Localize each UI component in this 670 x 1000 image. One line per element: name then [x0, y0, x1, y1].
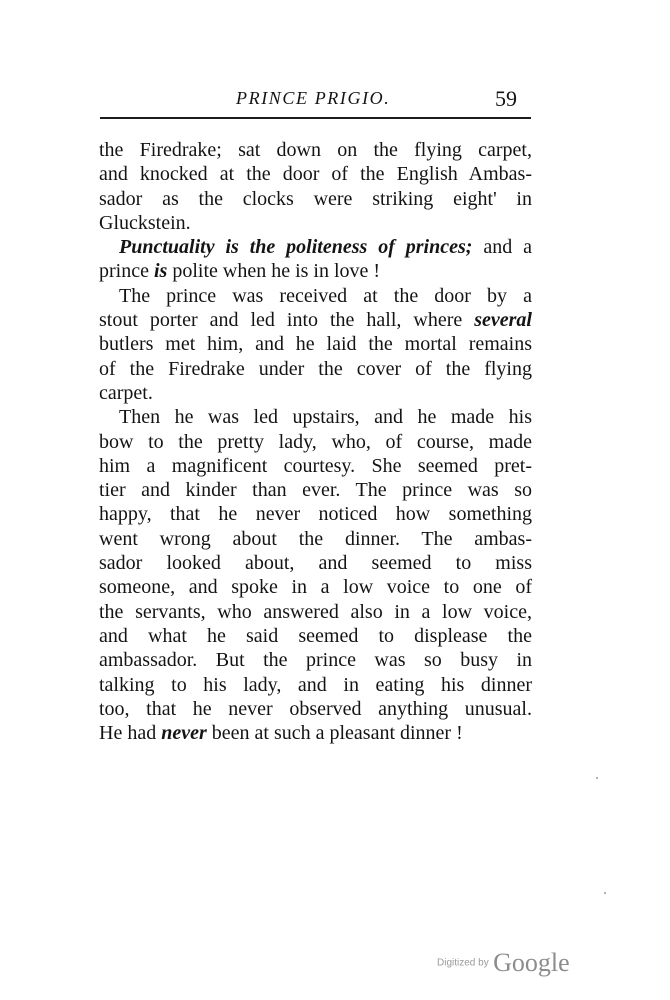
text-line — [99, 430, 532, 454]
line-text: carpet. — [99, 381, 153, 404]
italic-phrase: never — [161, 722, 207, 745]
digitized-label: Digitized by — [437, 957, 489, 969]
text-line — [99, 357, 532, 381]
text-line — [99, 308, 532, 332]
text-line — [99, 624, 532, 648]
line-text: the servants, who answered also in a low voice, — [99, 600, 532, 623]
text-line — [99, 259, 532, 283]
text-line — [99, 478, 532, 502]
line-text: the Firedrake; sat down on the flying carpet, — [99, 139, 532, 161]
line-text: bow to the pretty lady, who, of course, made — [99, 430, 532, 453]
text-line — [99, 575, 532, 599]
line-segment: He had — [99, 722, 162, 745]
text-line — [99, 211, 532, 235]
body-text — [99, 138, 532, 745]
text-line — [99, 551, 532, 575]
text-line — [99, 162, 532, 186]
line-text: Gluckstein. — [99, 211, 191, 234]
text-line — [99, 454, 532, 478]
line-text: happy, that he never noticed how something — [99, 503, 532, 526]
text-line — [99, 405, 532, 429]
text-line — [99, 697, 532, 721]
line-text: someone, and spoke in a low voice to one of — [99, 576, 532, 599]
line-segment: stout porter and led into the hall, where — [99, 309, 475, 332]
line-text: went wrong about the dinner. The ambas- — [99, 527, 532, 550]
line-segment: polite when he is in love ! — [167, 260, 381, 283]
text-line — [99, 138, 532, 162]
header-rule — [100, 117, 531, 119]
line-text: sador looked about, and seemed to miss — [99, 552, 532, 575]
line-text: tier and kinder than ever. The prince was so — [99, 479, 532, 502]
text-line — [99, 600, 532, 624]
text-line — [99, 284, 532, 308]
text-line — [99, 502, 532, 526]
italic-phrase: several — [474, 309, 532, 332]
line-segment: and a — [472, 236, 532, 259]
line-text: butlers met him, and he laid the mortal remains — [99, 333, 532, 356]
text-line — [99, 235, 532, 259]
line-text: Then he was led upstairs, and he made his — [119, 406, 532, 429]
line-text: and knocked at the door of the English Ambas- — [99, 163, 532, 186]
line-text: talking to his lady, and in eating his dinner — [99, 673, 532, 696]
line-segment: been at such a pleasant dinner ! — [206, 722, 463, 745]
line-text: ambassador. But the prince was so busy in — [99, 649, 532, 672]
text-line — [99, 527, 532, 551]
line-text: him a magnificent courtesy. She seemed pret- — [99, 454, 532, 477]
text-line — [99, 187, 532, 211]
text-line — [99, 332, 532, 356]
line-text: too, that he never observed anything unusual. — [99, 697, 532, 720]
google-logo: Google — [493, 948, 570, 977]
digitized-by-watermark — [437, 948, 570, 978]
paper-speck — [604, 892, 606, 894]
line-segment: prince — [99, 260, 154, 283]
line-text: The prince was received at the door by a — [119, 284, 532, 307]
text-line — [99, 721, 532, 745]
italic-phrase: Punctuality is the politeness of princes; — [119, 236, 473, 259]
text-line — [99, 648, 532, 672]
paper-speck — [596, 777, 598, 779]
running-head — [100, 86, 531, 116]
text-line — [99, 673, 532, 697]
line-text: and what he said seemed to displease the — [99, 624, 532, 647]
text-line — [99, 381, 532, 405]
italic-phrase: is — [153, 260, 168, 283]
line-text: of the Firedrake under the cover of the flying — [99, 357, 532, 380]
page-number: 59 — [495, 86, 517, 111]
line-text: sador as the clocks were striking eight' in — [99, 187, 532, 210]
running-title: PRINCE PRIGIO. — [236, 88, 391, 108]
